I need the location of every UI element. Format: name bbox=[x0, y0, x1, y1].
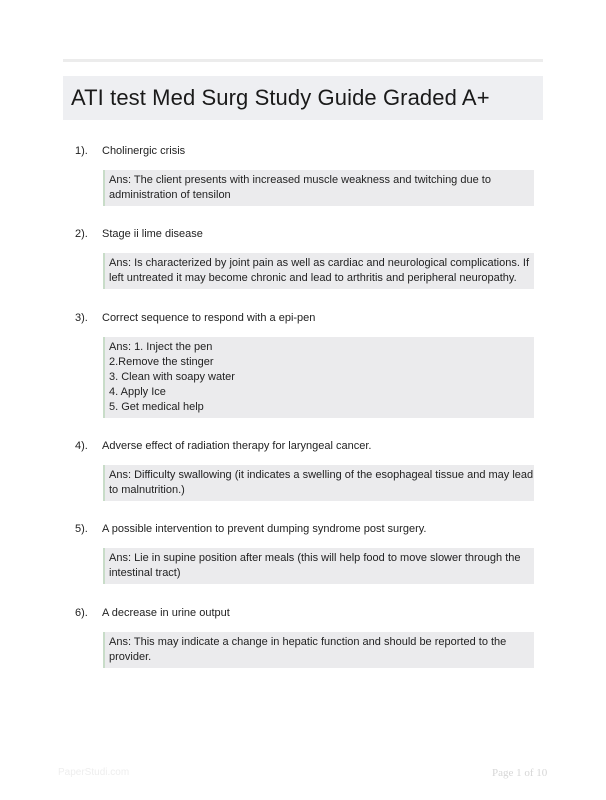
question-text: A possible intervention to prevent dumping syndrome post surgery. bbox=[102, 523, 427, 535]
answer-line: administration of tensilon bbox=[109, 189, 231, 201]
question-number: 5). bbox=[75, 523, 88, 535]
footer-watermark: PaperStudi.com bbox=[58, 767, 130, 778]
answer-line: 4. Apply Ice bbox=[109, 386, 166, 398]
top-divider bbox=[63, 59, 543, 62]
document-title: ATI test Med Surg Study Guide Graded A+ bbox=[71, 85, 490, 110]
answer-line: Ans: The client presents with increased muscle weakness and twitching due to bbox=[109, 174, 491, 186]
answer-line: 2.Remove the stinger bbox=[109, 356, 214, 368]
question-text: A decrease in urine output bbox=[102, 607, 230, 619]
answer-box bbox=[103, 337, 534, 418]
question-text: Cholinergic crisis bbox=[102, 145, 186, 157]
question-number: 4). bbox=[75, 440, 88, 452]
question-number: 1). bbox=[75, 145, 88, 157]
question-number: 6). bbox=[75, 607, 88, 619]
answer-box bbox=[103, 253, 534, 289]
answer-line: Ans: Is characterized by joint pain as well as cardiac and neurological complications. If bbox=[109, 257, 530, 269]
question-number: 2). bbox=[75, 228, 88, 240]
answer-box bbox=[103, 632, 534, 668]
answer-line: Ans: This may indicate a change in hepatic function and should be reported to the bbox=[109, 636, 507, 648]
answer-line: left untreated it may become chronic and lead to arthritis and peripheral neuropathy. bbox=[109, 272, 517, 284]
answer-line: provider. bbox=[109, 651, 152, 663]
answer-line: 5. Get medical help bbox=[109, 401, 204, 413]
answer-line: Ans: Difficulty swallowing (it indicates a swelling of the esophageal tissue and may lead bbox=[109, 469, 534, 481]
answer-line: Ans: 1. Inject the pen bbox=[109, 341, 213, 353]
question-text: Adverse effect of radiation therapy for laryngeal cancer. bbox=[102, 440, 372, 452]
answer-line: 3. Clean with soapy water bbox=[109, 371, 235, 383]
answer-line: Ans: Lie in supine position after meals (this will help food to move slower through the bbox=[109, 552, 521, 564]
question-text: Stage ii lime disease bbox=[102, 228, 203, 240]
question-number: 3). bbox=[75, 312, 88, 324]
answer-box bbox=[103, 170, 534, 206]
page-indicator: Page 1 of 10 bbox=[492, 767, 548, 779]
answer-box bbox=[103, 465, 534, 501]
title-bar bbox=[63, 76, 543, 120]
answer-line: to malnutrition.) bbox=[109, 484, 185, 496]
question-text: Correct sequence to respond with a epi-pen bbox=[102, 312, 316, 324]
answer-line: intestinal tract) bbox=[109, 567, 181, 579]
answer-box bbox=[103, 548, 534, 584]
